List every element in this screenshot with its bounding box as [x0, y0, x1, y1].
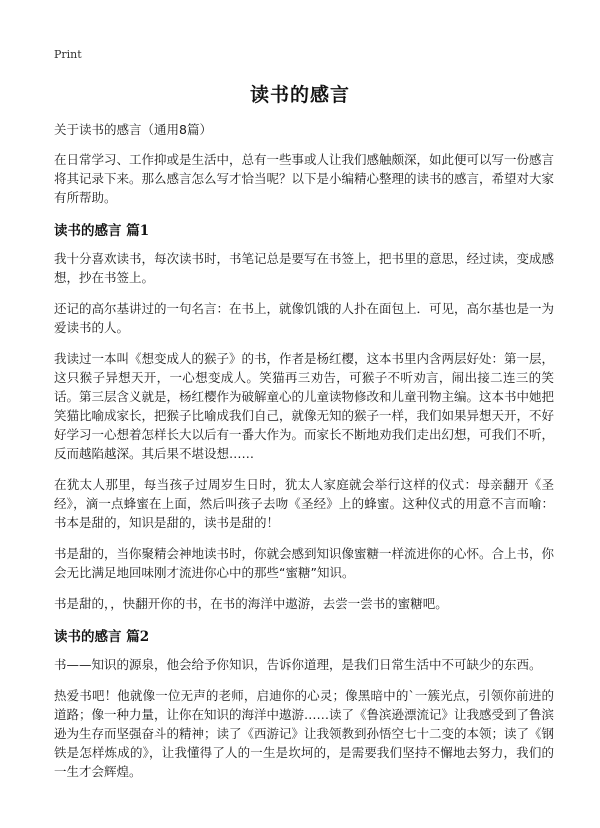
paragraph: 在犹太人那里，每当孩子过周岁生日时，犹太人家庭就会举行这样的仪式：母亲翻开《圣经》，滴一点蜂蜜在上面，然后叫孩子去吻《圣经》上的蜂蜜。这种仪式的用意不言而喻：书本是甜的，知识是甜的，读书是甜的！: [54, 477, 554, 530]
paragraph: 我读过一本叫《想变成人的猴子》的书，作者是杨红樱，这本书里内含两层好处：第一层，这只猴子异想天开，一心想变成人。笑猫再三劝告，可猴子不听劝言，闹出接二连三的笑话。第三层含义就是，杨红樱作为破解童心的儿童读物修改和儿童刊物主编。这本书中她把笑猫比喻成家长，把猴子比喻成我们自己，就像无知的猴子一样，我们如果异想天开，不好好学习一心想着怎样长大以后有一番大作为。而家长不断地劝我们走出幻想，可我们不听，反而越陷越深。其后果不堪设想……: [54, 351, 555, 461]
paragraph: 还记的高尔基讲过的一句名言：在书上，就像饥饿的人扑在面包上．可见，高尔基也是一为爱读书的人。: [54, 301, 555, 335]
paragraph: 书是甜的，当你聚精会神地读书时，你就会感到知识像蜜糖一样流进你的心怀。合上书，你会无比满足地回味刚才流进你心中的那些“蜜糖”知识。: [54, 546, 555, 580]
paragraph: 我十分喜欢读书，每次读书时，书笔记总是要写在书签上，把书里的意思，经过读，变成感想，抄在书签上。: [54, 251, 555, 285]
intro-paragraph: 在日常学习、工作抑或是生活中，总有一些事或人让我们感触颇深，如此便可以写一份感言将其记录下来。那么感言怎么写才恰当呢？以下是小编精心整理的读书的感言，希望对大家有所帮助。: [54, 152, 555, 205]
paragraph: 书——知识的源泉，他会给予你知识，告诉你道理，是我们日常生活中不可缺少的东西。: [54, 657, 542, 672]
section-heading-1: 读书的感言 篇1: [54, 223, 150, 239]
print-link[interactable]: Print: [54, 48, 82, 61]
article-subtitle: 关于读书的感言（通用8篇）: [54, 122, 212, 137]
section-heading-2: 读书的感言 篇2: [54, 629, 150, 645]
paragraph: 书是甜的，，快翻开你的书，在书的海洋中遨游，去尝一尝书的蜜糖吧。: [54, 596, 448, 611]
page-title: 读书的感言: [249, 84, 350, 106]
article-body: [54, 120, 554, 793]
paragraph: 热爱书吧！他就像一位无声的老师，启迪你的心灵；像黑暗中的`一簇光点，引领你前进的道路；像一种力量，让你在知识的海洋中遨游……读了《鲁滨逊漂流记》让我感受到了鲁滨逊为生存而坚强奋斗的精神；读了《西游记》让我领教到孙悟空七十二变的本领；读了《钢铁是怎样炼成的》，让我懂得了人的一生是坎坷的，是需要我们坚持不懈地去努力，我们的一生才会辉煌。: [54, 688, 555, 779]
